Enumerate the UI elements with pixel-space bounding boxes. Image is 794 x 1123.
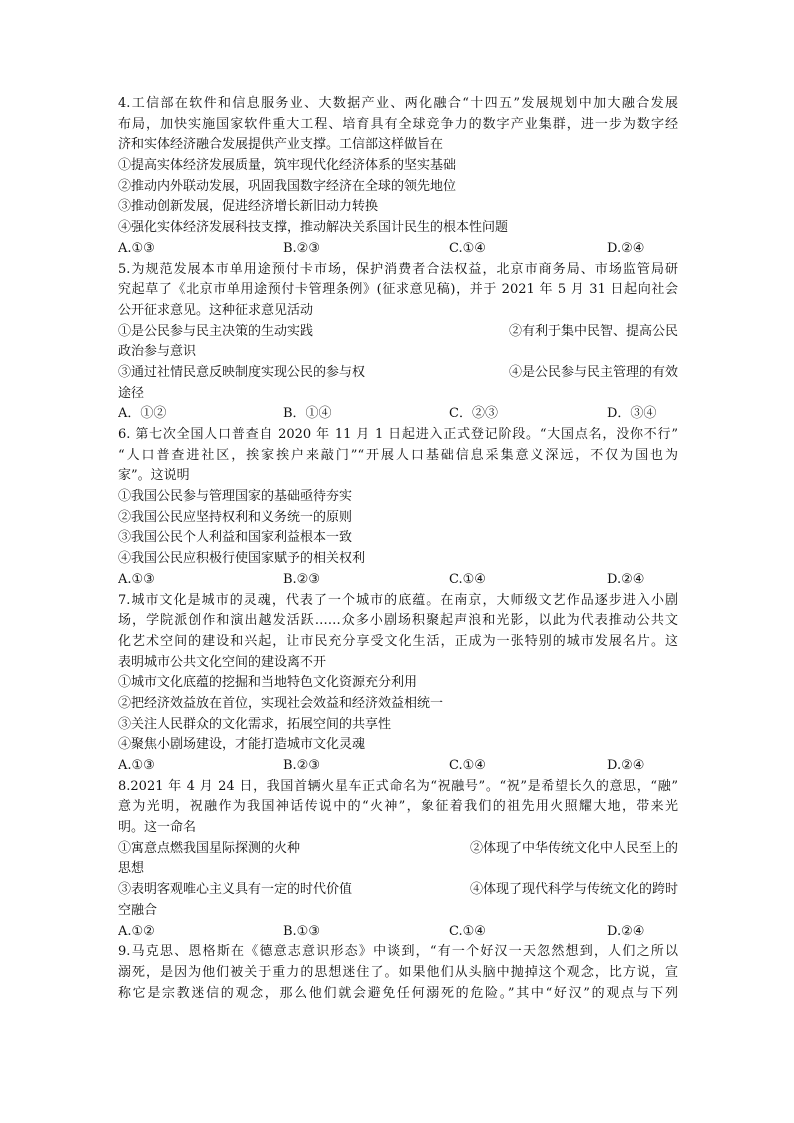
option-d: D.②④ (607, 240, 645, 256)
question-stem-line: 明。这一命名 (118, 820, 197, 836)
question-stem-line: 究起草了《北京市单用途预付卡管理条例》(征求意见稿)，并于 2021 年 5 月 31 日起向社会 (118, 282, 678, 298)
question-stem-line: 5.为规范发展本市单用途预付卡市场，保护消费者合法权益，北京市商务局、市场监管局研 (118, 261, 678, 277)
question-stem-line: 布局，加快实施国家软件重大工程、培育具有全球竞争力的数字产业集群，进一步为数字经 (118, 116, 678, 132)
question-stem-line: 称它是宗教迷信的观念，那么他们就会避免任何溺死的危险。”其中“好汉”的观点与下列 (118, 985, 678, 1001)
question-8 (118, 777, 678, 943)
statement-item: ③关注人民群众的文化需求，拓展空间的共享性 (118, 716, 392, 732)
option-a: A.①③ (118, 758, 155, 773)
statement-item: ①提高实体经济发展质量，筑牢现代化经济体系的坚实基础 (118, 158, 457, 174)
option-c: C．②③ (449, 406, 498, 422)
option-b: B.①③ (283, 923, 320, 939)
option-b: B.②③ (283, 240, 320, 256)
statement-item: ①寓意点燃我国星际探测的火种 (118, 840, 301, 856)
statement-pair (118, 839, 678, 860)
statement-item: ②我国公民应坚持权利和义务统一的原则 (118, 509, 353, 525)
statement-item: ④体现了现代科学与传统文化的跨时 (469, 882, 678, 898)
question-stem-line: 济和实体经济融合发展提供产业支撑。工信部这样做旨在 (118, 137, 444, 153)
question-9 (118, 942, 678, 1004)
statement-item: ④是公民参与民主管理的有效 (508, 364, 678, 380)
question-stem-line: 7.城市文化是城市的灵魂，代表了一个城市的底蕴。在南京，大师级文艺作品逐步进入小剧 (118, 592, 678, 608)
question-stem-line: 家”。这说明 (118, 468, 190, 484)
option-c: C.①④ (449, 758, 486, 773)
statement-item: ③通过社情民意反映制度实现公民的参与权 (118, 364, 366, 380)
option-d: D．③④ (607, 406, 657, 422)
option-b: B.②③ (283, 571, 320, 587)
option-d: D.②④ (607, 923, 645, 939)
question-stem-line: 化艺术空间的建设和兴起，让市民充分享受文化生活，正成为一张特别的城市发展名片。这 (118, 633, 678, 649)
answer-options (118, 922, 678, 943)
option-a: A．①② (118, 406, 167, 422)
answer-options (118, 756, 678, 777)
question-stem-line: 9.马克思、恩格斯在《德意志意识形态》中谈到，“有一个好汉一天忽然想到，人们之所以 (118, 944, 678, 960)
statement-continuation: 途径 (118, 385, 145, 401)
statement-item: ③我国公民个人利益和国家利益根本一致 (118, 530, 353, 546)
question-stem-line: 意为光明，祝融作为我国神话传说中的“火神”，象征着我们的祖先用火照耀大地，带来光 (118, 799, 678, 815)
question-stem-line: 场，学院派创作和演出越发活跃……众多小剧场积聚起声浪和光影，以此为代表推动公共文 (118, 613, 678, 629)
statement-item: ②体现了中华传统文化中人民至上的 (469, 840, 678, 856)
option-a: A.①② (118, 923, 155, 939)
statement-item: ④我国公民应积极行使国家赋予的相关权利 (118, 551, 366, 567)
statement-item: ①是公民参与民主决策的生动实践 (118, 323, 314, 339)
answer-options (118, 239, 678, 260)
question-7 (118, 591, 678, 777)
option-a: A.①③ (118, 240, 155, 256)
question-5 (118, 260, 678, 426)
option-c: C.①④ (449, 923, 486, 939)
statement-pair (118, 880, 678, 901)
option-c: C.①④ (449, 571, 486, 587)
option-a: A.①③ (118, 571, 155, 587)
statement-item: ②有利于集中民智、提高公民 (508, 323, 678, 339)
statement-continuation: 政治参与意识 (118, 344, 197, 360)
statement-item: ①我国公民参与管理国家的基础亟待夯实 (118, 489, 353, 505)
question-stem-line: 溺死，是因为他们被关于重力的思想迷住了。如果他们从头脑中抛掉这个观念，比方说，宣 (118, 964, 678, 980)
question-stem-line: 6. 第七次全国人口普查自 2020 年 11 月 1 日起进入正式登记阶段。“大国点名，没你不行” (118, 427, 678, 442)
statement-item: ④聚焦小剧场建设，才能打造城市文化灵魂 (118, 737, 366, 753)
answer-options (118, 570, 678, 591)
statement-item: ④强化实体经济发展科技支撑，推动解决关系国计民生的根本性问题 (118, 220, 509, 236)
question-stem-line: 表明城市公共文化空间的建设离不开 (118, 654, 327, 670)
option-c: C.①④ (449, 240, 486, 256)
answer-options (118, 404, 678, 425)
option-d: D.②④ (607, 571, 645, 587)
statement-continuation: 思想 (118, 861, 145, 877)
option-b: B.②③ (283, 758, 320, 773)
question-4 (118, 94, 678, 260)
question-stem-line: 8.2021 年 4 月 24 日，我国首辆火星车正式命名为“祝融号”。“祝”是希望长久的意思，“融” (118, 778, 678, 794)
option-b: B．①④ (283, 406, 332, 422)
statement-item: ③推动创新发展，促进经济增长新旧动力转换 (118, 199, 379, 215)
statement-continuation: 空融合 (118, 902, 158, 918)
statement-pair (118, 322, 678, 343)
question-stem-line: 公开征求意见。这种征求意见活动 (118, 302, 314, 318)
statement-item: ②把经济效益放在首位，实现社会效益和经济效益相统一 (118, 695, 444, 711)
statement-item: ①城市文化底蕴的挖掘和当地特色文化资源充分利用 (118, 675, 418, 691)
statement-item: ②推动内外联动发展，巩固我国数字经济在全球的领先地位 (118, 178, 457, 194)
statement-item: ③表明客观唯心主义具有一定的时代价值 (118, 882, 353, 898)
question-stem-line: 4.工信部在软件和信息服务业、大数据产业、两化融合“十四五”发展规划中加大融合发展 (118, 96, 678, 111)
option-d: D.②④ (607, 758, 645, 773)
question-6 (118, 425, 678, 591)
question-stem-line: “人口普查进社区，挨家挨户来敲门”“开展人口基础信息采集意义深远，不仅为国也为 (118, 447, 678, 463)
statement-pair (118, 363, 678, 384)
questions-column (118, 94, 678, 1004)
